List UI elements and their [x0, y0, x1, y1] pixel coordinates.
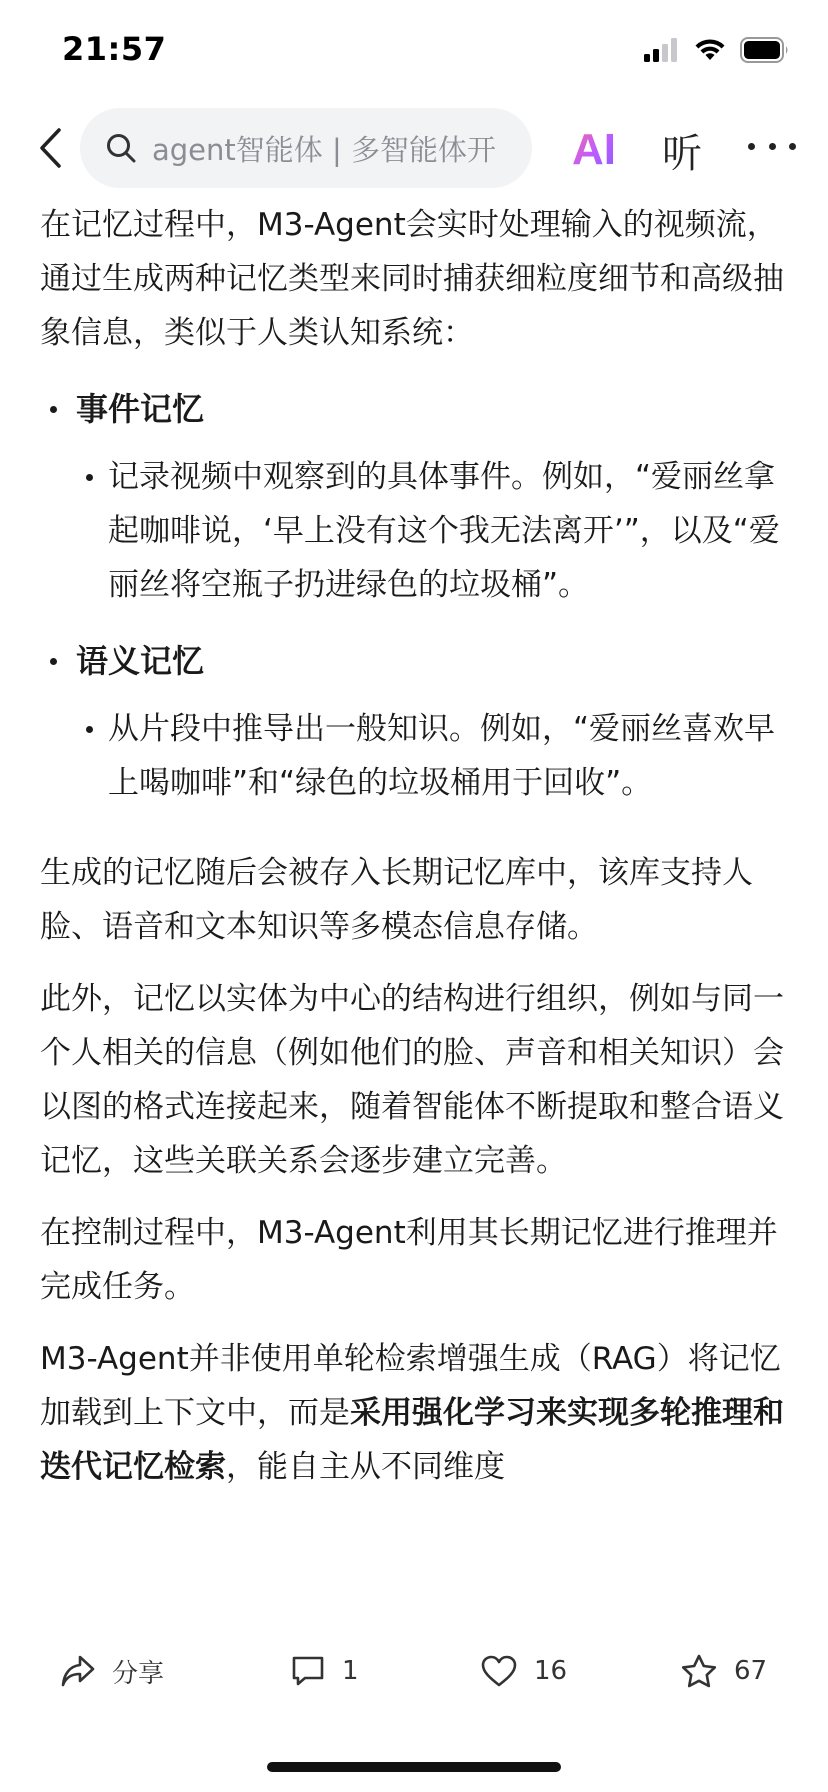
action-bar	[0, 1630, 828, 1710]
comment-count: 1	[342, 1656, 359, 1686]
more-dot-icon	[769, 143, 776, 150]
status-icons	[644, 36, 790, 64]
search-icon	[104, 131, 138, 165]
search-input[interactable]	[80, 108, 532, 188]
bullet-event-memory: 事件记忆	[40, 382, 790, 436]
favorite-count: 67	[734, 1656, 768, 1686]
bullet-semantic-memory: 语义记忆	[40, 634, 790, 688]
share-button[interactable]	[60, 1648, 164, 1694]
bullet-semantic-memory-desc: 从片段中推导出一般知识。例如，“爱丽丝喜欢早上喝咖啡”和“绿色的垃圾桶用于回收”。	[108, 702, 790, 810]
paragraph-5-start: M3-Agent并非使用单轮检索增强生成（RAG）将记忆加载到上下文中，而是	[40, 1341, 781, 1431]
status-bar	[0, 0, 828, 96]
heart-icon	[480, 1654, 518, 1688]
back-button[interactable]	[28, 122, 72, 174]
ai-label: AI	[572, 125, 616, 174]
more-button[interactable]	[748, 126, 796, 166]
favorite-button[interactable]	[680, 1648, 767, 1694]
paragraph-5	[40, 1332, 790, 1494]
share-label: 分享	[112, 1658, 165, 1689]
paragraph-3: 此外，记忆以实体为中心的结构进行组织，例如与同一个人相关的信息（例如他们的脸、声音和相关知识）会以图的格式连接起来，随着智能体不断提取和整合语义记忆，这些关联关系会逐步建立完善。	[40, 981, 784, 1179]
paragraph-4: 在控制过程中，M3-Agent利用其长期记忆进行推理并完成任务。	[40, 1215, 778, 1305]
listen-button[interactable]: 听	[662, 131, 702, 177]
battery-icon	[740, 37, 790, 63]
more-dot-icon	[748, 143, 755, 150]
spacer	[40, 820, 790, 846]
chevron-left-icon	[37, 127, 63, 169]
nav-bar	[0, 104, 828, 192]
more-dot-icon	[789, 143, 796, 150]
comment-button[interactable]	[290, 1648, 359, 1694]
home-indicator[interactable]	[267, 1762, 561, 1772]
article-content	[40, 198, 790, 1630]
paragraph-2: 生成的记忆随后会被存入长期记忆库中，该库支持人脸、语音和文本知识等多模态信息存储。	[40, 855, 753, 945]
paragraph-1: 在记忆过程中，M3-Agent会实时处理输入的视频流，通过生成两种记忆类型来同时捕获细粒度细节和高级抽象信息，类似于人类认知系统：	[40, 207, 784, 351]
ai-icon	[570, 120, 626, 176]
paragraph-5-bold: 采用强化学习来实现多轮推理和迭代记忆检索	[40, 1395, 784, 1485]
search-query-text: agent智能体 | 多智能体开	[152, 132, 496, 167]
cellular-signal-icon	[644, 38, 680, 62]
star-icon	[680, 1653, 718, 1689]
like-button[interactable]	[480, 1648, 567, 1694]
like-count: 16	[534, 1656, 568, 1686]
ai-button[interactable]	[570, 120, 626, 176]
status-time: 21:57	[62, 30, 167, 68]
wifi-icon	[694, 38, 726, 62]
bullet-event-memory-desc: 记录视频中观察到的具体事件。例如，“爱丽丝拿起咖啡说，‘早上没有这个我无法离开’”，以及“爱丽丝将空瓶子扔进绿色的垃圾桶”。	[108, 450, 790, 612]
share-icon	[60, 1654, 96, 1688]
comment-icon	[290, 1654, 326, 1688]
paragraph-5-end: ，能自主从不同维度	[226, 1449, 505, 1485]
